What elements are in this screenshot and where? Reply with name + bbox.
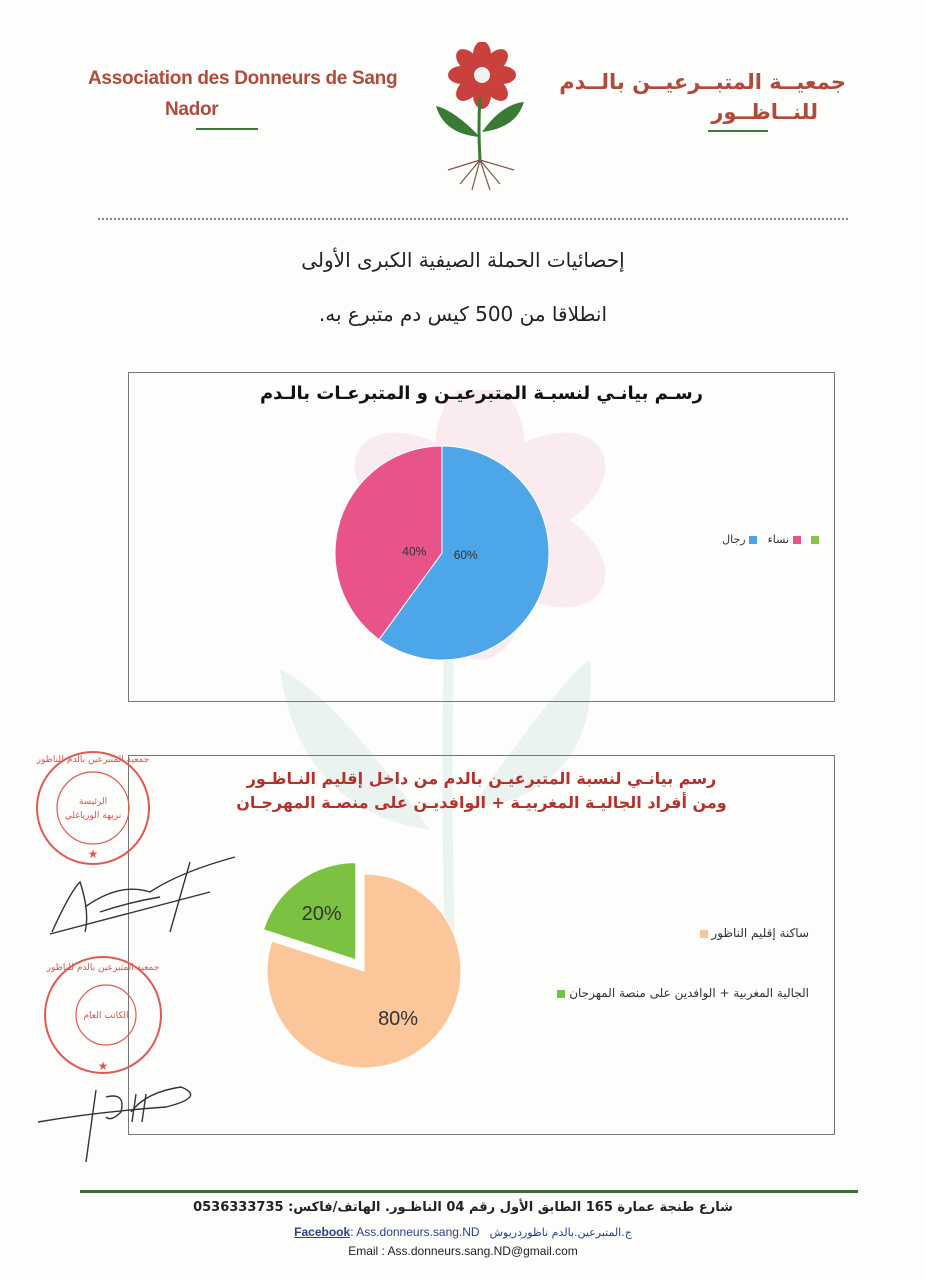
chart1-title: رسـم بيانـي لنسبـة المتبرعيـن و المتبرعـات بالـدم <box>259 383 704 404</box>
stamp1-role: الرئيسة <box>78 797 108 807</box>
chart2-legend-item-1 <box>539 926 809 940</box>
pie-data-label-0: 80% <box>378 1007 419 1030</box>
legend-label-diaspora: الجالية المغربية + الوافدين على منصة المهرجان <box>569 986 809 1000</box>
legend-swatch-women <box>793 536 801 544</box>
chart2-title-line2: ومن أفراد الجاليـة المغربيـة + الوافديـن على منصـة المهرجـان <box>236 793 727 812</box>
footer-address: شارع طنجة عمارة 165 الطابق الأول رقم 04 الناظـور. الهاتف/فاكس: 0536333735 <box>193 1200 733 1215</box>
footer-facebook <box>0 1225 926 1239</box>
chart2-legend-item-2 <box>539 984 809 1003</box>
legend-label-women: نساء <box>767 533 789 546</box>
facebook-handle[interactable]: : Ass.donneurs.sang.ND <box>350 1225 480 1239</box>
association-stamp <box>28 748 158 868</box>
chart2-title-line1: رسم بيانـي لنسبة المتبرعيـن بالدم من داخل إقليم النـاظـور <box>246 769 717 788</box>
legend-swatch-nador <box>700 930 708 938</box>
facebook-arabic: ج.المتبرعين.بالدم ناظوردريوش <box>489 1226 632 1239</box>
legend-label-men: رجال <box>722 533 746 546</box>
stamp1-star-icon: ★ <box>87 847 99 861</box>
pie-data-label-0: 60% <box>453 548 478 563</box>
chart2-frame <box>128 755 835 1135</box>
green-underline-right <box>708 130 768 132</box>
legend-swatch-men <box>749 536 757 544</box>
green-underline-left <box>196 128 258 130</box>
stamp2-star-icon: ★ <box>97 1059 109 1073</box>
flower-logo <box>430 42 530 192</box>
stamp1-name: نزيهة الورياغلي <box>64 811 122 821</box>
facebook-label[interactable]: Facebook <box>294 1225 351 1239</box>
secretary-stamp <box>38 950 168 1080</box>
legend-swatch-3 <box>811 536 819 544</box>
report-subtitle: انطلاقا من 500 كيس دم متبرع به. <box>318 302 608 326</box>
footer-email[interactable]: Email : Ass.donneurs.sang.ND@gmail.com <box>348 1244 578 1258</box>
chart2-pie <box>229 846 489 1086</box>
header-divider <box>98 218 848 220</box>
signature-2 <box>36 1072 226 1167</box>
org-city-arabic: للنــاظــور <box>711 100 818 124</box>
legend-label-nador: ساكنة إقليم الناظور <box>711 926 809 940</box>
report-title: إحصائيات الحملة الصيفية الكبرى الأولى <box>301 248 625 272</box>
chart1-pie <box>334 443 574 673</box>
org-name-arabic: جمعيــة المتبــرعيــن بالــدم <box>559 70 846 94</box>
stamp2-role: الكاتب العام <box>83 1011 129 1021</box>
pie-data-label-1: 40% <box>402 544 427 559</box>
chart1-frame <box>128 372 835 702</box>
stamp2-ring-text: جمعية المتبرعين بالدم للناظور <box>46 963 160 973</box>
footer-divider <box>80 1190 858 1193</box>
org-city-french: Nador <box>165 99 219 120</box>
chart1-legend <box>709 533 819 546</box>
pie-data-label-1: 20% <box>301 902 342 925</box>
legend-swatch-diaspora <box>557 990 565 998</box>
signature-1 <box>40 852 240 942</box>
org-name-french: Association des Donneurs de Sang <box>88 68 398 89</box>
stamp1-ring-text: جمعية المتبرعين بالدم للناظور <box>36 755 150 765</box>
